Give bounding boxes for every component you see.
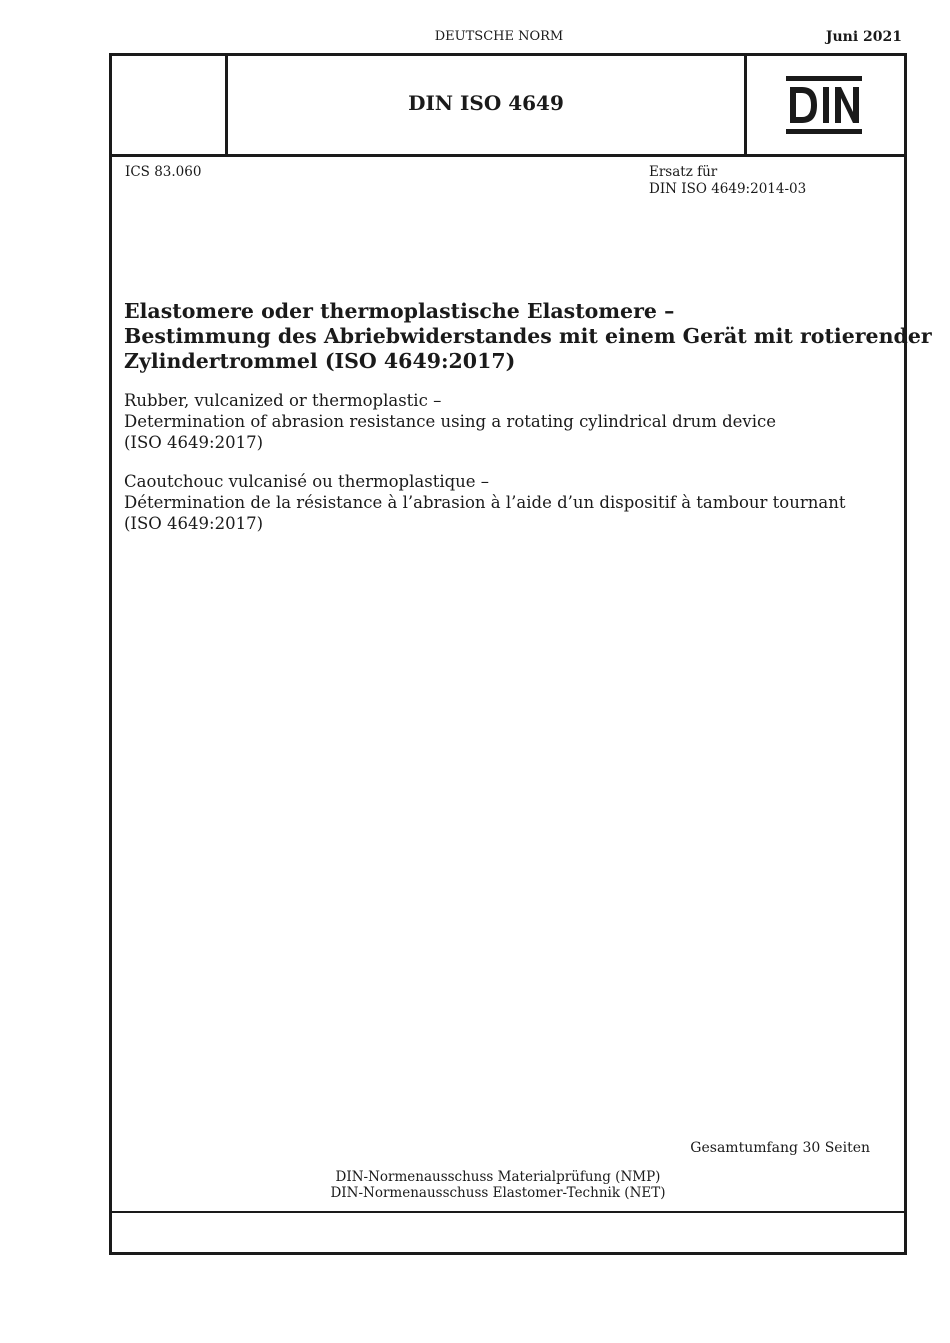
title-german (124, 299, 932, 374)
standard-number: DIN ISO 4649 (408, 91, 564, 115)
replaces-label: Ersatz für (649, 164, 718, 180)
publication-date: Juni 2021 (825, 29, 902, 45)
committee-name: DIN-Normenausschuss Elastomer-Technik (NET) (330, 1185, 666, 1201)
title-french-line: Caoutchouc vulcanisé ou thermoplastique – (124, 472, 490, 491)
title-english-line: Rubber, vulcanized or thermoplastic – (124, 391, 442, 410)
header-divider (744, 56, 747, 154)
title-english (124, 390, 884, 453)
title-english-line: Determination of abrasion resistance using a rotating cylindrical drum device (124, 412, 777, 431)
title-german-line: Bestimmung des Abriebwiderstandes mit einem Gerät mit rotierender (124, 324, 932, 348)
total-pages: Gesamtumfang 30 Seiten (690, 1140, 870, 1156)
replaces-block (649, 164, 806, 198)
title-english-line: (ISO 4649:2017) (124, 433, 264, 452)
ics-code: ICS 83.060 (125, 164, 202, 180)
committee-name: DIN-Normenausschuss Materialprüfung (NMP) (335, 1169, 661, 1185)
document-type-label: DEUTSCHE NORM (434, 29, 564, 44)
header-bottom-rule (112, 154, 904, 157)
din-logo-icon (786, 76, 862, 134)
committees (230, 1169, 766, 1201)
title-german-line: Zylindertrommel (ISO 4649:2017) (124, 349, 516, 373)
title-french-line: Détermination de la résistance à l’abrasion à l’aide d’un dispositif à tambour tournant (124, 493, 846, 512)
title-french-line: (ISO 4649:2017) (124, 514, 264, 533)
header-left-cell (112, 56, 228, 154)
title-german-line: Elastomere oder thermoplastische Elastomere – (124, 299, 675, 323)
footer-rule (112, 1211, 904, 1213)
title-french (124, 471, 884, 534)
page-frame (109, 53, 932, 1255)
replaces-value: DIN ISO 4649:2014-03 (649, 181, 807, 197)
